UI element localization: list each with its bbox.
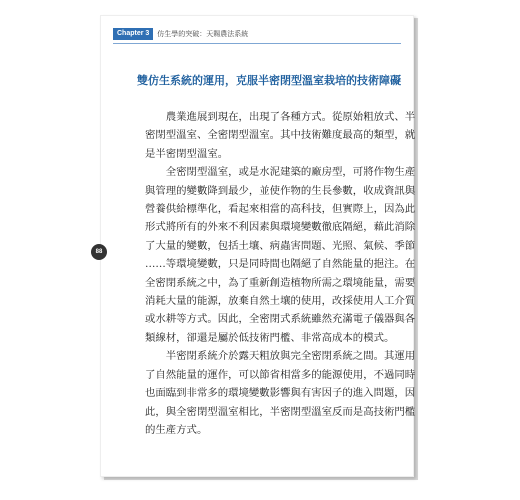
running-header (113, 28, 248, 40)
section-title: 雙仿生系統的運用，克服半密閉型溫室栽培的技術障礙 (137, 74, 401, 87)
text-line: 此，與全密閉型溫室相比，半密閉型溫室反而是高技術門檻 (145, 405, 416, 418)
body-text (145, 108, 416, 439)
header-rule (113, 43, 401, 44)
text-line: 的生產方式。 (145, 423, 208, 436)
text-line: 營養供給標準化，看起來相當的高科技，但實際上，因為此 (145, 203, 416, 216)
text-line: 密閉型溫室、全密閉型溫室。其中技術難度最高的類型，就 (145, 129, 416, 142)
text-line: 形式將所有的外來不利因素與環境變數徹底隔絕，藉此消除 (145, 221, 416, 234)
text-line: 或水耕等方式。因此，全密閉式系統雖然充滿電子儀器與各 (145, 313, 416, 326)
text-line: 半密閉系統介於露天粗放與完全密閉系統之間。其運用 (145, 350, 416, 363)
text-line: 與管理的變數降到最少，並使作物的生長參數，收成資訊與 (145, 184, 416, 197)
chapter-title: 仿生學的突破：天賜農法系統 (157, 30, 249, 38)
paragraph-3 (145, 347, 416, 439)
text-line: ……等環境變數，只是同時間也隔絕了自然能量的挹注。在 (145, 258, 416, 271)
text-line: 農業進展到現在，出現了各種方式。從原始粗放式、半 (145, 111, 416, 123)
paragraph-2 (145, 163, 416, 347)
text-line: 全密閉型溫室，或是水泥建築的廠房型，可將作物生產 (145, 166, 416, 179)
chapter-tag: Chapter 3 (113, 28, 153, 40)
text-line: 是半密閉型溫室。 (145, 147, 229, 160)
page-number-badge: 88 (91, 244, 107, 260)
text-line: 類線材，卻還是屬於低技術門檻、非常高成本的模式。 (145, 331, 395, 344)
paragraph-1 (145, 108, 416, 163)
text-line: 了大量的變數，包括土壤、病蟲害問題、光照、氣候、季節 (145, 239, 416, 252)
text-line: 全密閉系統之中，為了重新創造植物所需之環境能量，需要 (145, 276, 416, 289)
text-line: 也面臨到非常多的環境變數影響與有害因子的進入問題，因 (145, 387, 416, 400)
book-page (95, 15, 416, 477)
text-line: 了自然能量的運作，可以節省相當多的能源使用，不過同時 (145, 368, 416, 381)
text-line: 消耗大量的能源，放棄自然土壤的使用，改採使用人工介質 (145, 295, 416, 308)
